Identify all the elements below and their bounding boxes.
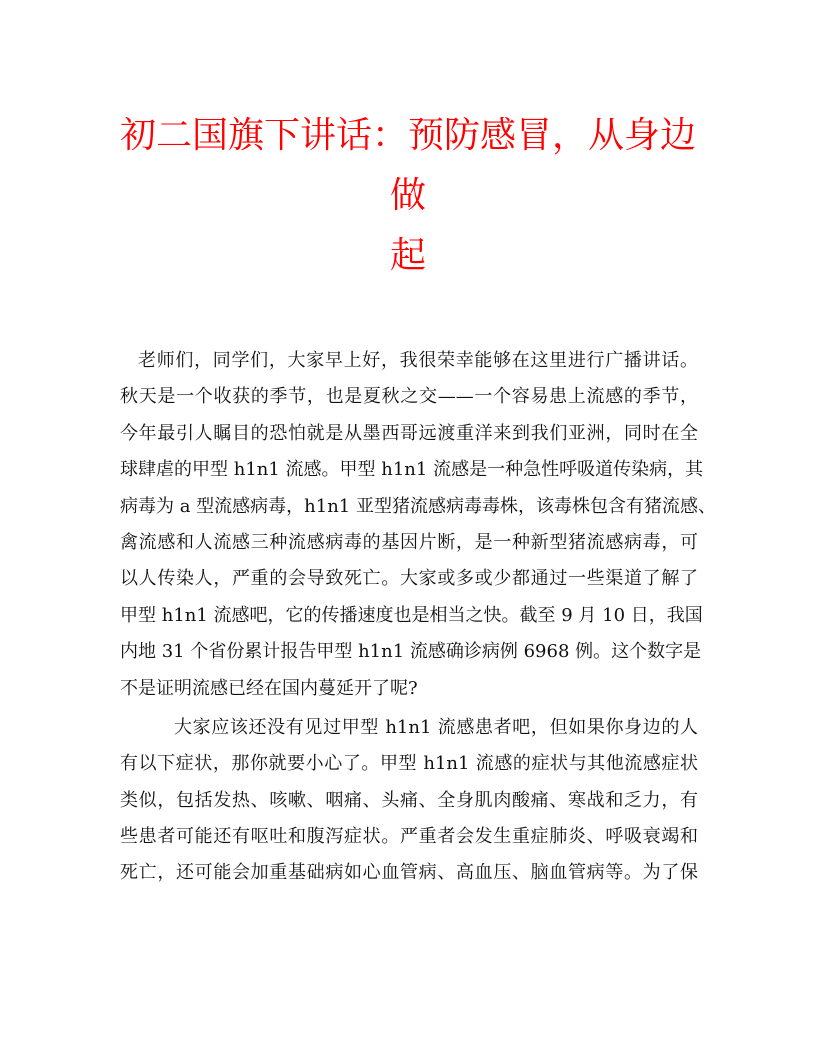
document-body: [120, 343, 716, 892]
text-line: 今年最引人瞩目的恐怕就是从墨西哥远渡重洋来到我们亚洲，同时在全: [120, 422, 698, 444]
text-line: 病毒为 a 型流感病毒，h1n1 亚型猪流感病毒毒株，该毒株包含有猪流感、: [120, 495, 716, 517]
text-line: 死亡，还可能会加重基础病如心血管病、高血压、脑血管病等。为了保: [120, 862, 698, 884]
text-line: 秋天是一个收获的季节，也是夏秋之交——一个容易患上流感的季节，: [120, 386, 698, 408]
text-line: 大家应该还没有见过甲型 h1n1 流感患者吧，但如果你身边的人: [174, 716, 698, 738]
text-line: 甲型 h1n1 流感吧，它的传播速度也是相当之快。截至 9 月 10 日，我国: [120, 604, 703, 626]
paragraph-1: [120, 343, 716, 707]
text-line: 内地 31 个省份累计报告甲型 h1n1 流感确诊病例 6968 例。这个数字是: [120, 641, 702, 663]
title-line-1: 初二国旗下讲话：预防感冒，从身边做: [119, 115, 696, 216]
document-title: [110, 106, 706, 286]
paragraph-2: [120, 710, 698, 892]
text-line: 球肆虐的甲型 h1n1 流感。甲型 h1n1 流感是一种急性呼吸道传染病，其: [120, 459, 704, 481]
text-line: 有以下症状，那你就要小心了。甲型 h1n1 流感的症状与其他流感症状: [120, 753, 698, 775]
title-line-2: 起: [389, 235, 426, 276]
text-line: 禽流感和人流感三种流感病毒的基因片断，是一种新型猪流感病毒，可: [120, 531, 698, 553]
text-line: 类似，包括发热、咳嗽、咽痛、头痛、全身肌肉酸痛、寒战和乏力，有: [120, 789, 698, 811]
text-line: 些患者可能还有呕吐和腹泻症状。严重者会发生重症肺炎、呼吸衰竭和: [120, 826, 698, 848]
text-line: 不是证明流感已经在国内蔓延开了呢?: [120, 677, 418, 699]
text-line: 以人传染人，严重的会导致死亡。大家或多或少都通过一些渠道了解了: [120, 568, 698, 590]
text-line: 老师们，同学们，大家早上好，我很荣幸能够在这里进行广播讲话。: [138, 350, 698, 371]
